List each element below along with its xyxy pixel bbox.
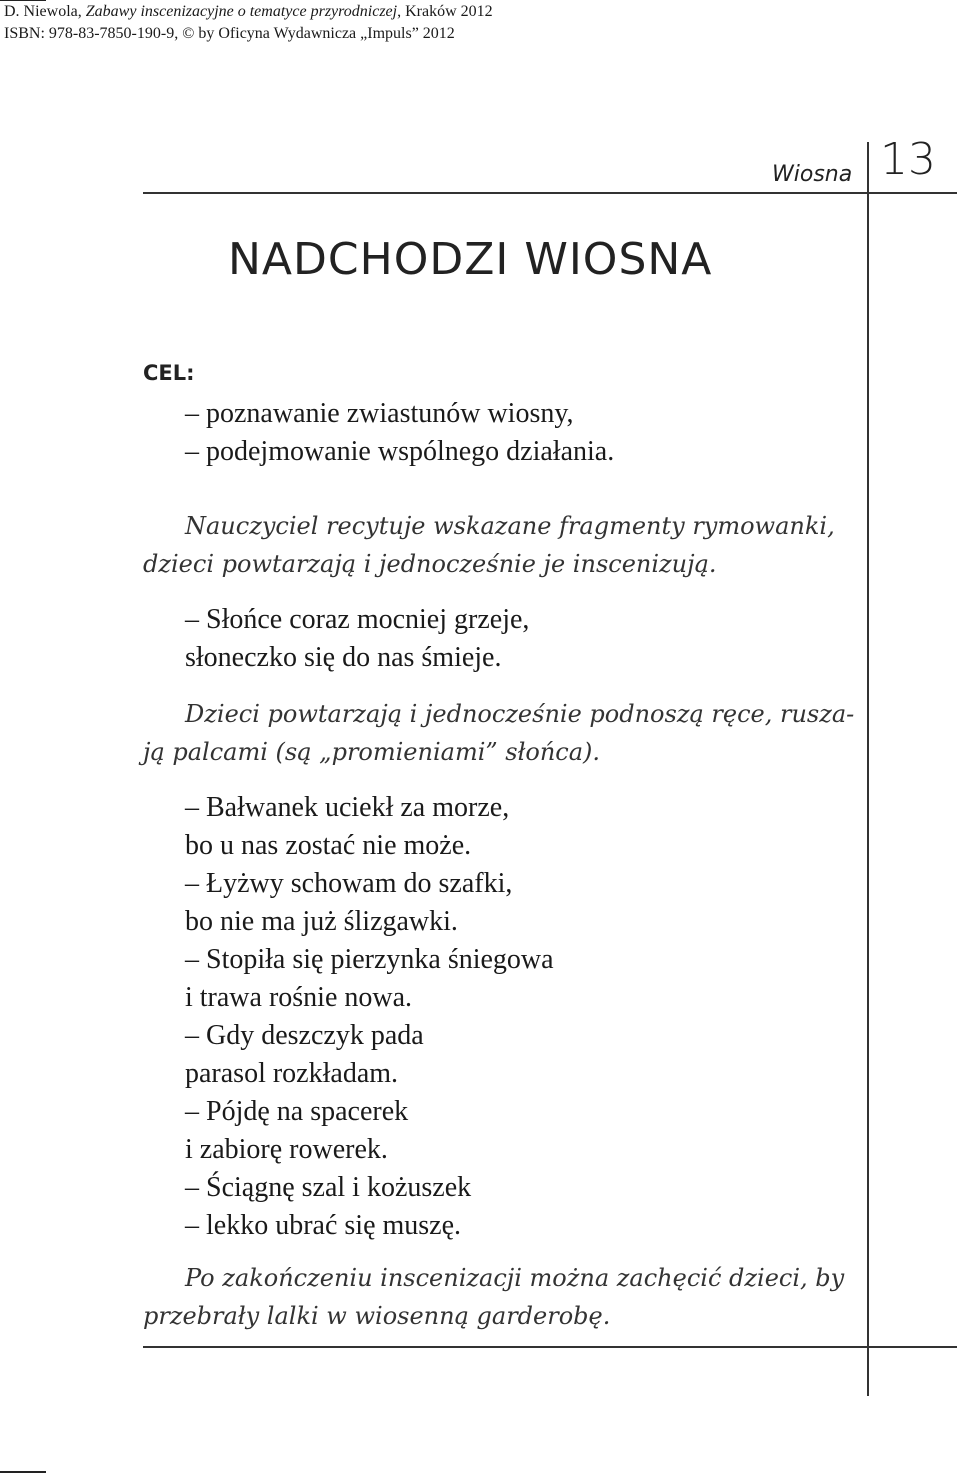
rhyme-line: – lekko ubrać się muszę. xyxy=(185,1210,462,1241)
section-name: Wiosna xyxy=(772,162,853,187)
rhyme-line: parasol rozkładam. xyxy=(185,1058,399,1089)
instruction-text: Dzieci powtarzają i jednocześnie podnoszą ręce, rusza- xyxy=(185,700,855,728)
instruction-text: dzieci powtarzają i jednocześnie je inscenizują. xyxy=(143,550,717,578)
rhyme-line: – Łyżwy schowam do szafki, xyxy=(185,868,513,899)
rhyme-line: bo nie ma już ślizgawki. xyxy=(185,906,458,937)
goal-item: – poznawanie zwiastunów wiosny, xyxy=(185,398,574,429)
goal-label: CEL: xyxy=(143,361,195,385)
crop-mark-top xyxy=(0,0,46,1)
page-title: NADCHODZI WIOSNA xyxy=(228,234,713,285)
rhyme-line: i zabiorę rowerek. xyxy=(185,1134,388,1165)
instruction-text: przebrały lalki w wiosenną garderobę. xyxy=(143,1302,611,1330)
citation-line-1 xyxy=(4,2,493,22)
citation-book-title: Zabawy inscenizacyjne o tematyce przyrodniczej xyxy=(85,3,398,20)
rhyme-line: i trawa rośnie nowa. xyxy=(185,982,413,1013)
margin-rule xyxy=(867,142,869,1396)
rhyme-line: – Ściągnę szal i kożuszek xyxy=(185,1172,472,1203)
rhyme-line: – Bałwanek uciekł za morze, xyxy=(185,792,510,823)
crop-mark-bottom xyxy=(0,1471,46,1473)
header-rule xyxy=(143,192,957,194)
rhyme-line: – Pójdę na spacerek xyxy=(185,1096,409,1127)
citation-author: D. Niewola, xyxy=(4,3,86,20)
rhyme-line: bo u nas zostać nie może. xyxy=(185,830,472,861)
page-number: 13 xyxy=(880,134,936,185)
instruction-text: ją palcami (są „promieniami” słońca). xyxy=(143,738,601,766)
footer-rule xyxy=(143,1346,957,1348)
rhyme-line: – Gdy deszczyk pada xyxy=(185,1020,424,1051)
rhyme-line: – Stopiła się pierzynka śniegowa xyxy=(185,944,554,975)
rhyme-line: słoneczko się do nas śmieje. xyxy=(185,642,502,673)
rhyme-line: – Słońce coraz mocniej grzeje, xyxy=(185,604,530,635)
citation-place: , Kraków 2012 xyxy=(397,3,493,20)
instruction-text: Nauczyciel recytuje wskazane fragmenty rymowanki, xyxy=(185,512,835,540)
citation-line-2: ISBN: 978-83-7850-190-9, © by Oficyna Wydawnicza „Impuls” 2012 xyxy=(4,25,455,42)
goal-item: – podejmowanie wspólnego działania. xyxy=(185,436,615,467)
instruction-text: Po zakończeniu inscenizacji można zachęcić dzieci, by xyxy=(185,1264,845,1292)
